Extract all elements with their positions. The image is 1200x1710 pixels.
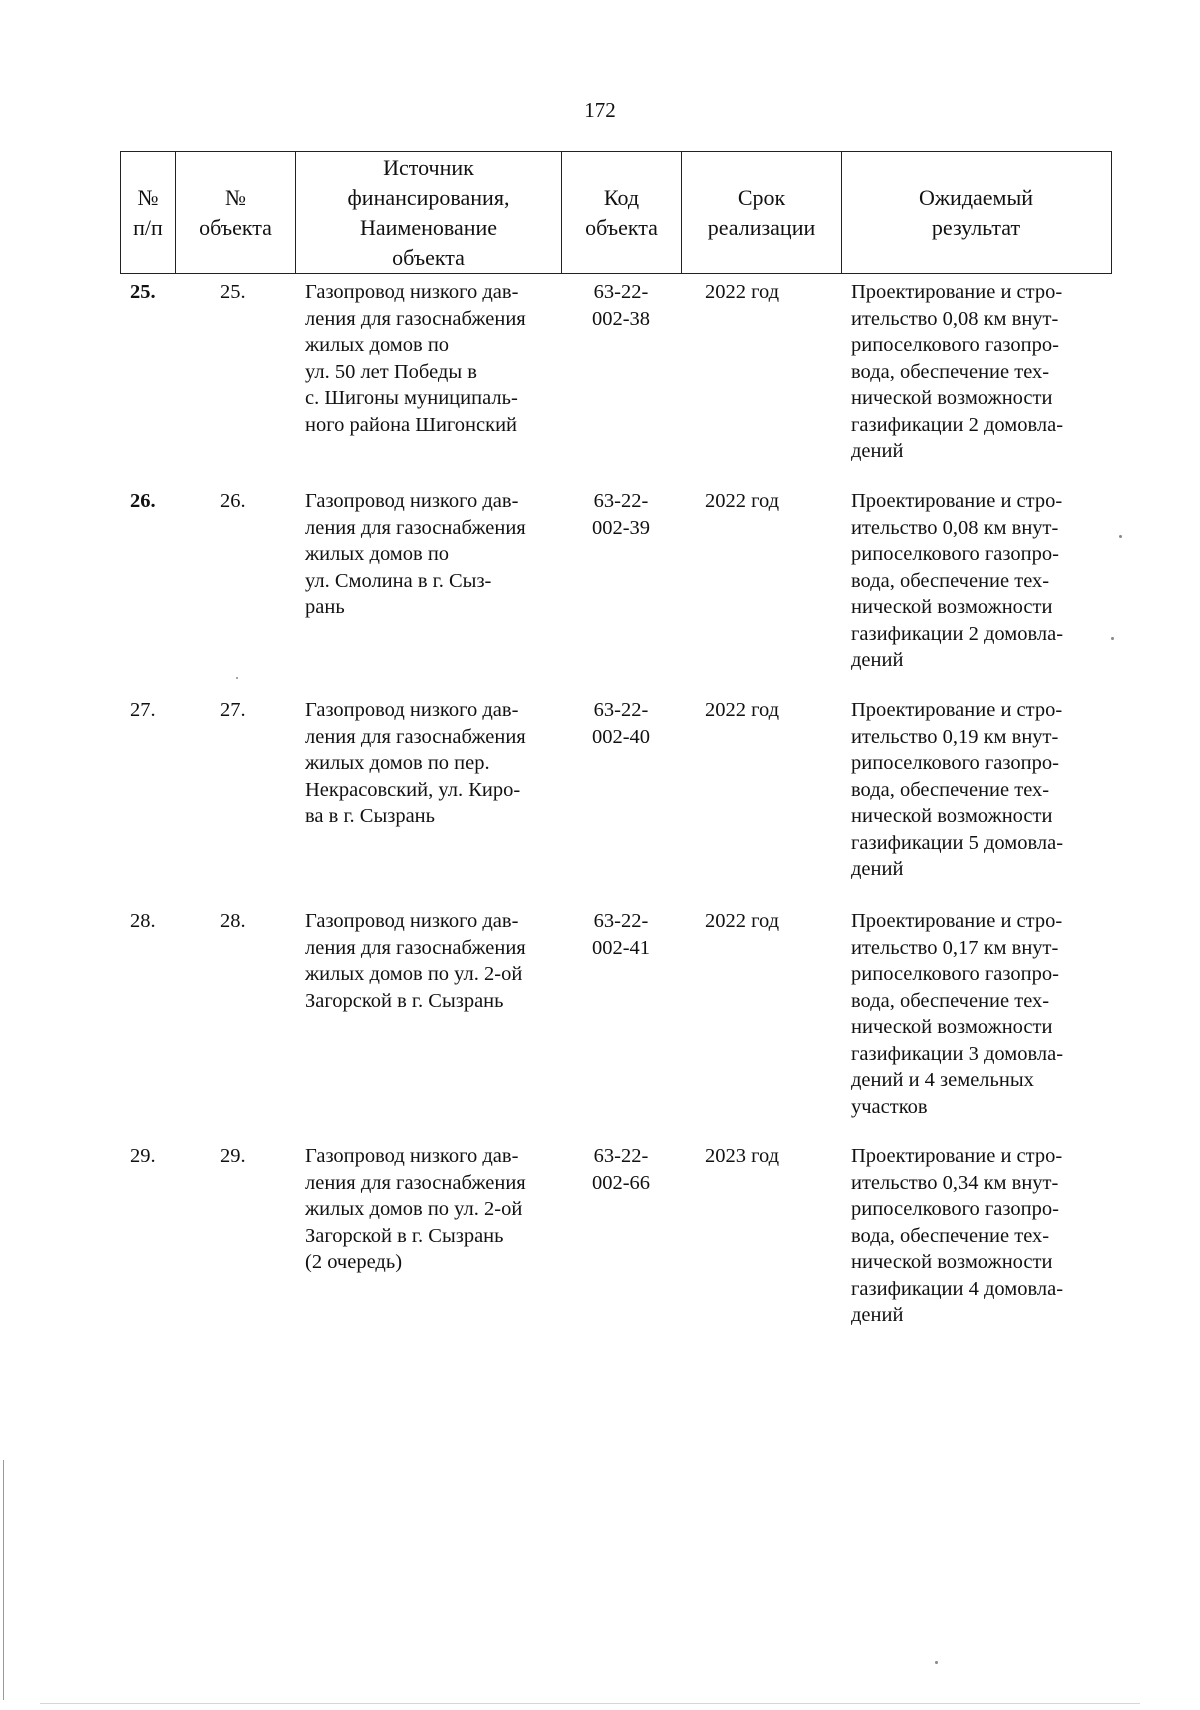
row-number: 25. <box>130 281 156 303</box>
expected-result: Проектирование и стро- ительство 0,19 км внут- рипоселкового газопро- вода, обеспечение тех- нической возможности газификации 5 домовла- дений <box>851 699 1064 880</box>
header-pp-label: № п/п <box>133 184 163 240</box>
expected-result: Проектирование и стро- ительство 0,34 км внут- рипоселкового газопро- вода, обеспечение тех- нической возможности газификации 4 домовла- дений <box>851 1145 1064 1326</box>
header-result-label: Ожидаемый результат <box>918 184 1034 240</box>
object-number: 29. <box>220 1145 246 1167</box>
object-number: 25. <box>220 281 246 303</box>
scan-speck <box>1111 637 1114 640</box>
object-code: 63-22- 002-40 <box>591 699 651 748</box>
object-name: Газопровод низкого дав- ления для газоснабжения жилых домов по пер. Некрасовский, ул. Киро- ва в г. Сызрань <box>305 699 526 827</box>
header-code-label: Код объекта <box>585 184 658 240</box>
scan-speck <box>1119 535 1122 538</box>
header-cell-source <box>296 152 562 273</box>
scan-bottom-artifact <box>40 1703 1140 1704</box>
table-header <box>120 151 1112 274</box>
implementation-term: 2023 год <box>705 1145 780 1167</box>
header-obj-label: № объекта <box>199 184 272 240</box>
expected-result: Проектирование и стро- ительство 0,08 км внут- рипоселкового газопро- вода, обеспечение тех- нической возможности газификации 2 домовла- дений <box>851 281 1064 462</box>
object-name: Газопровод низкого дав- ления для газоснабжения жилых домов по ул. 50 лет Победы в с. Шигоны муниципаль- ного района Шигонский <box>305 281 526 436</box>
expected-result: Проектирование и стро- ительство 0,17 км внут- рипоселкового газопро- вода, обеспечение тех- нической возможности газификации 3 домовла- дений и 4 земельных участков <box>851 910 1064 1118</box>
implementation-term: 2022 год <box>705 281 780 303</box>
header-cell-result <box>842 152 1110 273</box>
object-code: 63-22- 002-39 <box>591 490 651 539</box>
object-code: 63-22- 002-66 <box>591 1145 651 1194</box>
header-cell-code <box>562 152 682 273</box>
expected-result: Проектирование и стро- ительство 0,08 км внут- рипоселкового газопро- вода, обеспечение тех- нической возможности газификации 2 домовла- дений <box>851 490 1064 671</box>
row-number: 27. <box>130 699 156 721</box>
row-number: 28. <box>130 910 156 932</box>
implementation-term: 2022 год <box>705 910 780 932</box>
row-number: 29. <box>130 1145 156 1167</box>
header-cell-obj <box>176 152 296 273</box>
object-code: 63-22- 002-38 <box>591 281 651 330</box>
object-name: Газопровод низкого дав- ления для газоснабжения жилых домов по ул. Смолина в г. Сыз- рань <box>305 490 526 618</box>
object-name: Газопровод низкого дав- ления для газоснабжения жилых домов по ул. 2-ой Загорской в г. Сызрань (2 очередь) <box>305 1145 526 1273</box>
object-number: 28. <box>220 910 246 932</box>
scan-speck <box>935 1661 938 1664</box>
header-cell-term <box>682 152 842 273</box>
scan-speck <box>236 677 238 679</box>
header-source-label: Источник финансирования, Наименование объекта <box>347 154 510 270</box>
header-cell-pp <box>121 152 176 273</box>
implementation-term: 2022 год <box>705 490 780 512</box>
page-number: 172 <box>584 98 616 122</box>
object-code: 63-22- 002-41 <box>591 910 651 959</box>
scan-edge-artifact <box>3 1460 4 1700</box>
object-number: 26. <box>220 490 246 512</box>
object-name: Газопровод низкого дав- ления для газоснабжения жилых домов по ул. 2-ой Загорской в г. Сызрань <box>305 910 526 1012</box>
object-number: 27. <box>220 699 246 721</box>
row-number: 26. <box>130 490 156 512</box>
implementation-term: 2022 год <box>705 699 780 721</box>
header-term-label: Срок реализации <box>707 184 816 240</box>
